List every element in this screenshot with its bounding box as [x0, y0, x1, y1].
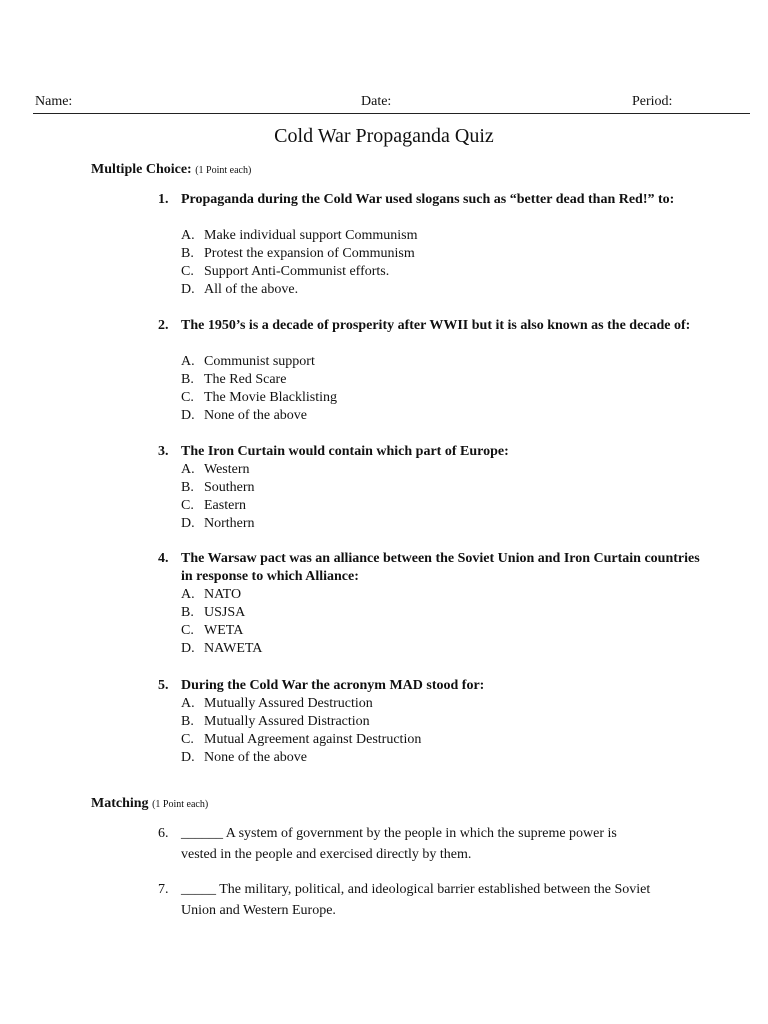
- option-letter: A.: [181, 228, 195, 243]
- answer-option: [181, 749, 307, 767]
- answer-option: [181, 353, 315, 371]
- option-text: Mutually Assured Destruction: [204, 696, 373, 711]
- answer-option: [181, 227, 418, 245]
- option-letter: B.: [181, 605, 194, 620]
- option-letter: B.: [181, 480, 194, 495]
- date-label: Date:: [361, 94, 392, 109]
- option-letter: D.: [181, 750, 195, 765]
- option-letter: D.: [181, 282, 195, 297]
- answer-option: [181, 695, 373, 713]
- question-stem: The Warsaw pact was an alliance between the Soviet Union and Iron Curtain countries in response to which Alliance:: [181, 551, 700, 584]
- period-label: Period:: [632, 94, 673, 109]
- section-points: (1 Point each): [195, 165, 252, 176]
- item-number: 6.: [158, 826, 169, 841]
- option-text: Southern: [204, 480, 255, 495]
- answer-option: [181, 461, 250, 479]
- question-number: 4.: [158, 551, 169, 566]
- option-letter: C.: [181, 264, 194, 279]
- answer-option: [181, 407, 307, 425]
- option-text: NATO: [204, 587, 242, 602]
- header-rule: [33, 113, 750, 114]
- answer-option: [181, 640, 262, 658]
- answer-option: [181, 515, 255, 533]
- answer-option: [181, 731, 421, 749]
- option-text: Northern: [204, 516, 255, 531]
- option-letter: D.: [181, 641, 195, 656]
- page-title: Cold War Propaganda Quiz: [274, 125, 494, 147]
- answer-option: [181, 263, 389, 281]
- option-letter: D.: [181, 408, 195, 423]
- option-letter: A.: [181, 354, 195, 369]
- option-text: All of the above.: [204, 282, 299, 297]
- option-letter: C.: [181, 623, 194, 638]
- option-text: WETA: [204, 623, 244, 638]
- option-text: USJSA: [204, 605, 246, 620]
- answer-option: [181, 586, 241, 604]
- item-text: ______ A system of government by the people in which the supreme power is vested in the people and exercised directly by them.: [181, 826, 617, 862]
- option-letter: B.: [181, 714, 194, 729]
- item-number: 7.: [158, 882, 169, 897]
- option-text: None of the above: [204, 408, 308, 423]
- answer-option: [181, 245, 415, 263]
- option-text: Protest the expansion of Communism: [204, 246, 415, 261]
- option-text: The Movie Blacklisting: [204, 390, 337, 405]
- answer-option: [181, 479, 255, 497]
- section-title: Multiple Choice:: [91, 162, 192, 177]
- option-letter: B.: [181, 246, 194, 261]
- answer-option: [181, 389, 337, 407]
- option-text: Mutually Assured Distraction: [204, 714, 370, 729]
- multiple-choice-heading: [91, 162, 251, 178]
- option-letter: C.: [181, 390, 194, 405]
- question-number: 3.: [158, 444, 169, 459]
- option-text: Western: [204, 462, 250, 477]
- section-points: (1 Point each): [152, 799, 209, 810]
- question-stem: The Iron Curtain would contain which part of Europe:: [181, 444, 509, 459]
- answer-option: [181, 622, 243, 640]
- option-text: The Red Scare: [204, 372, 287, 387]
- question-stem: During the Cold War the acronym MAD stood for:: [181, 678, 485, 693]
- option-text: Mutual Agreement against Destruction: [204, 732, 422, 747]
- option-letter: D.: [181, 516, 195, 531]
- question-number: 5.: [158, 678, 169, 693]
- option-letter: C.: [181, 732, 194, 747]
- option-text: Make individual support Communism: [204, 228, 418, 243]
- option-text: Communist support: [204, 354, 315, 369]
- question-stem: The 1950’s is a decade of prosperity after WWII but it is also known as the decade of:: [181, 318, 691, 333]
- answer-option: [181, 604, 245, 622]
- option-letter: C.: [181, 498, 194, 513]
- name-label: Name:: [35, 94, 73, 109]
- option-text: None of the above: [204, 750, 308, 765]
- answer-option: [181, 713, 370, 731]
- option-text: NAWETA: [204, 641, 263, 656]
- answer-option: [181, 371, 286, 389]
- option-text: Support Anti-Communist efforts.: [204, 264, 390, 279]
- matching-heading: [91, 796, 208, 812]
- question-stem: Propaganda during the Cold War used slogans such as “better dead than Red!” to:: [181, 192, 675, 207]
- item-text: _____ The military, political, and ideological barrier established between the Soviet Union and Western Europe.: [181, 882, 651, 918]
- option-letter: A.: [181, 696, 195, 711]
- answer-option: [181, 281, 298, 299]
- option-letter: B.: [181, 372, 194, 387]
- question-number: 2.: [158, 318, 169, 333]
- answer-option: [181, 497, 246, 515]
- option-text: Eastern: [204, 498, 246, 513]
- option-letter: A.: [181, 587, 195, 602]
- section-title: Matching: [91, 796, 149, 811]
- option-letter: A.: [181, 462, 195, 477]
- question-number: 1.: [158, 192, 169, 207]
